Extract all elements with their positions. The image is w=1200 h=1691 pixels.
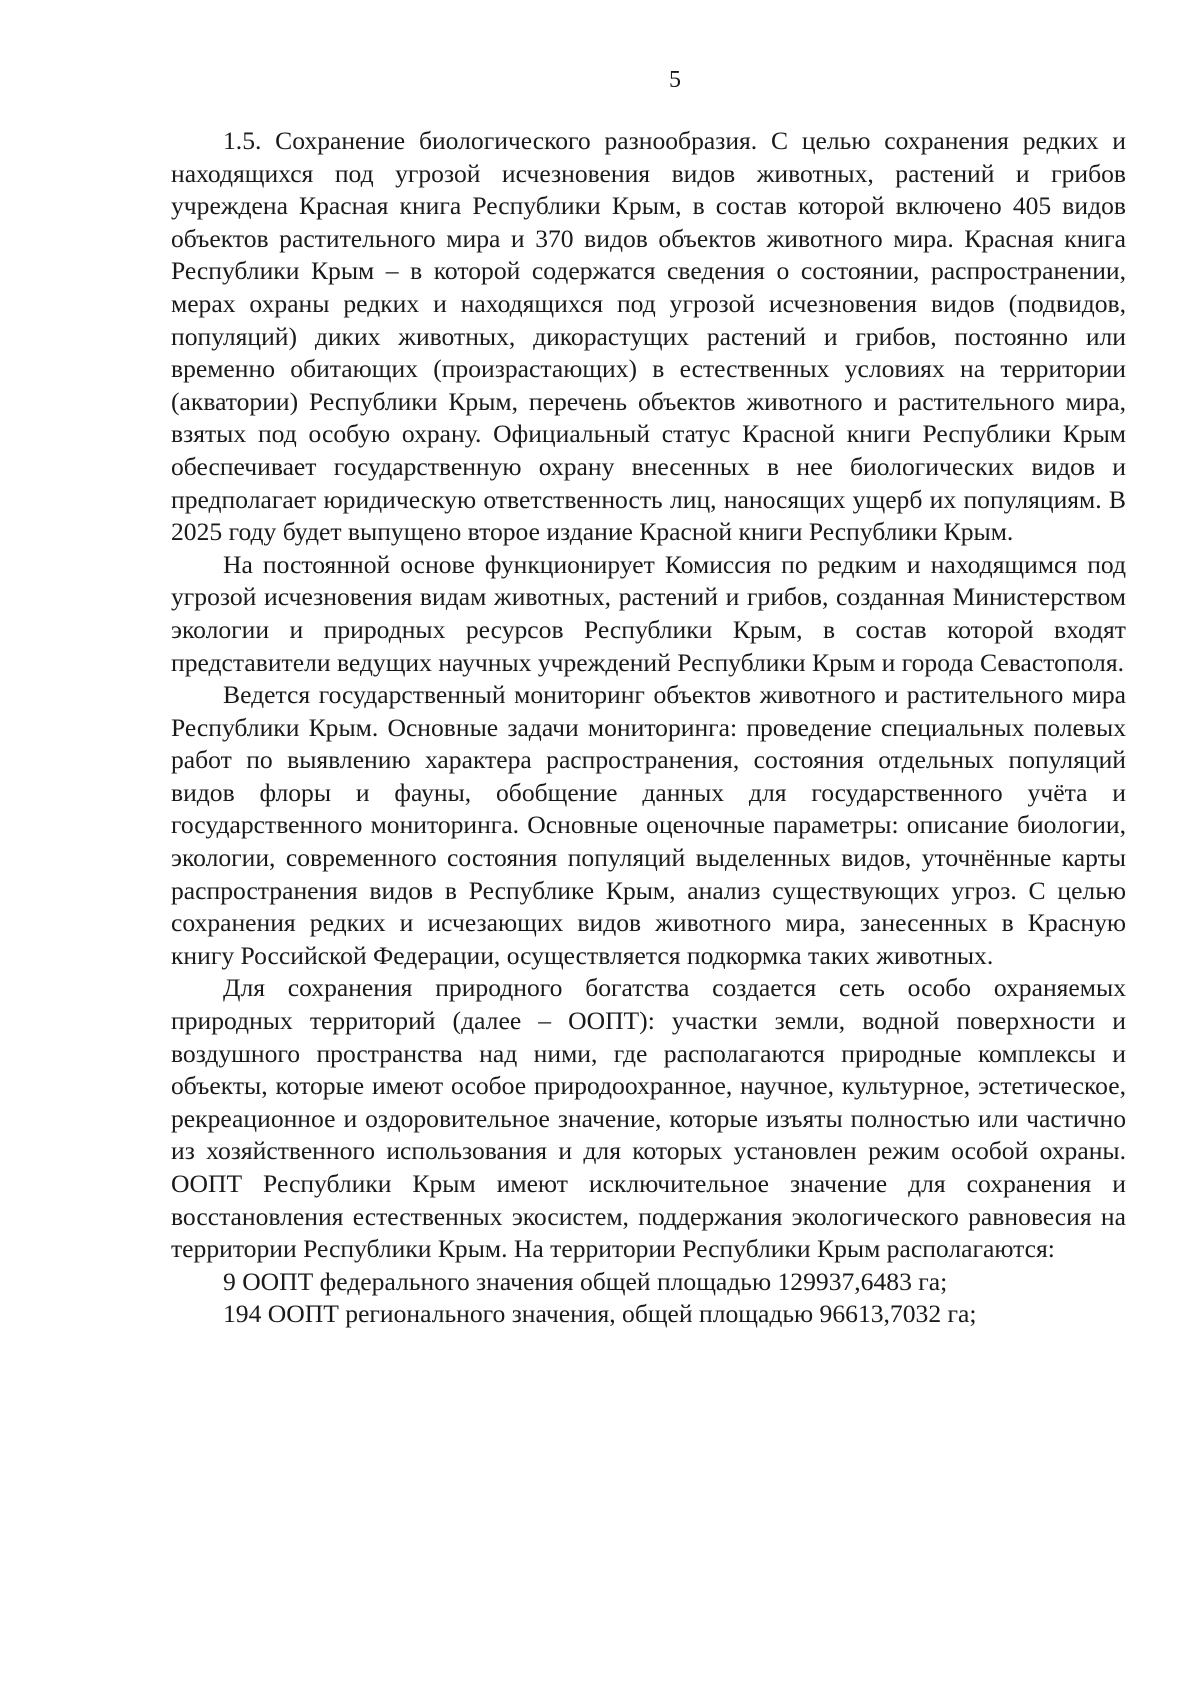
paragraph-protected-areas: Для сохранения природного богатства создается сеть особо охраняемых природных территорий (далее – ООПТ): участки земли, водной поверхности и воздушного пространства над ними, где располагаются природные комплексы и объекты, которые имеют особое природоохранное, научное, культурное, эстетическое, рекреационное и оздоровительное значение, которые изъяты полностью или частично из хозяйственного использования и для которых установлен режим особой охраны. ООПТ Республики Крым имеют исключительное значение для сохранения и восстановления естественных экосистем, поддержания экологического равновесия на территории Республики Крым. На территории Республики Крым располагаются: [171, 973, 1126, 1264]
page-number: 5 [669, 67, 681, 93]
paragraph-red-book: 1.5. Сохранение биологического разнообразия. С целью сохранения редких и находящихся под угрозой исчезновения видов животных, растений и грибов учреждена Красная книга Республики Крым, в состав которой включено 405 видов объектов растительного мира и 370 видов объектов животного мира. Красная книга Республики Крым – в которой содержатся сведения о состоянии, распространении, мерах охраны редких и находящихся под угрозой исчезновения видов (подвидов, популяций) диких животных, дикорастущих растений и грибов, постоянно или временно обитающих (произрастающих) в естественных условиях на территории (акватории) Республики Крым, перечень объектов животного и растительного мира, взятых под особую охрану. Официальный статус Красной книги Республики Крым обеспечивает государственную охрану внесенных в нее биологических видов и предполагает юридическую ответственность лиц, наносящих ущерб их популяциям. В 2025 году будет выпущено второе издание Красной книги Республики Крым. [171, 126, 1126, 547]
list-item-federal-oopt: 9 ООПТ федерального значения общей площадью 129937,6483 га; [223, 1266, 948, 1296]
list-item-regional-oopt: 194 ООПТ регионального значения, общей площадью 96613,7032 га; [223, 1299, 977, 1329]
paragraph-monitoring: Ведется государственный мониторинг объектов животного и растительного мира Республики Крым. Основные задачи мониторинга: проведение специальных полевых работ по выявлению характера распространения, состояния отдельных популяций видов флоры и фауны, обобщение данных для государственного учёта и государственного мониторинга. Основные оценочные параметры: описание биологии, экологии, современного состояния популяций выделенных видов, уточнённые карты распространения видов в Республике Крым, анализ существующих угроз. С целью сохранения редких и исчезающих видов животного мира, занесенных в Красную книгу Российской Федерации, осуществляется подкормка таких животных. [171, 680, 1126, 970]
document-body [171, 125, 1126, 1331]
paragraph-commission: На постоянной основе функционирует Комиссия по редким и находящимся под угрозой исчезновения видам животных, растений и грибов, созданная Министерством экологии и природных ресурсов Республики Крым, в состав которой входят представители ведущих научных учреждений Республики Крым и города Севастополя. [171, 549, 1126, 677]
